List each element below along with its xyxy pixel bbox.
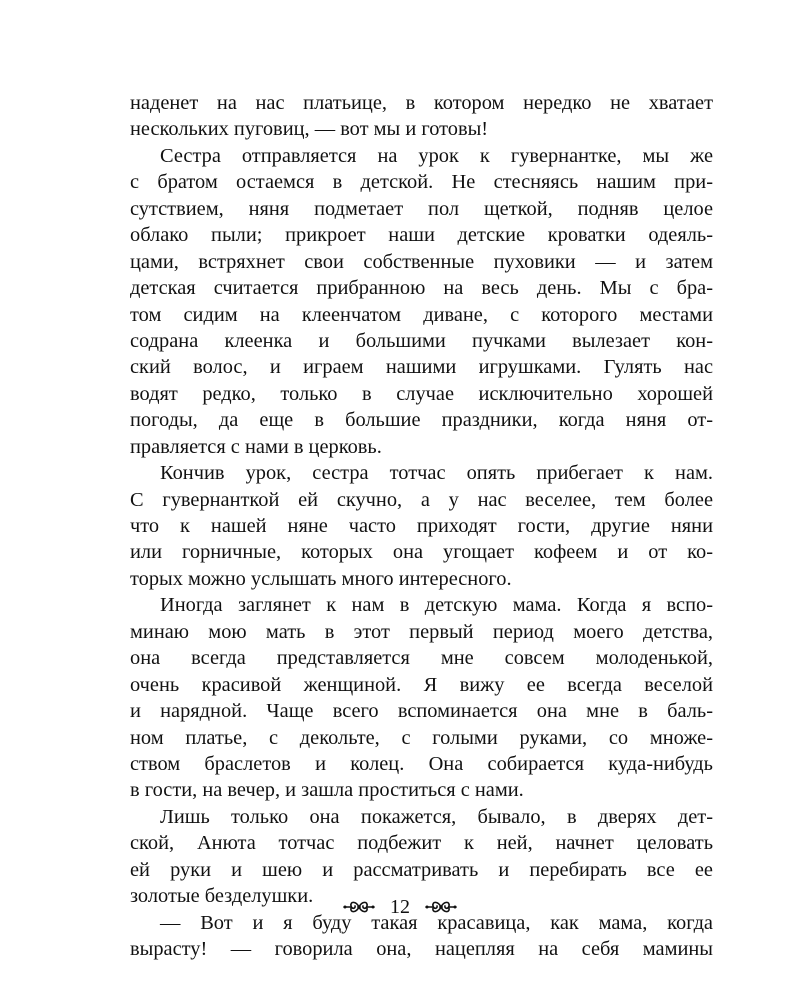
text-line: золотые безделушки. (130, 885, 314, 908)
text-line: водят редко, только в случае исключительно хорошей (130, 382, 713, 405)
text-line: нескольких пуговиц, — вот мы и готовы! (130, 118, 489, 141)
text-line: С гувернанткой ей скучно, а у нас веселее, тем более (130, 488, 713, 511)
text-line: очень красивой женщиной. Я вижу ее всегда веселой (130, 673, 713, 696)
text-line: Сестра отправляется на урок к гувернантке, мы же (160, 144, 713, 167)
text-line: или горничные, которых она угощает кофеем и от ко- (130, 541, 713, 564)
text-line: и нарядной. Чаще всего вспоминается она мне в баль- (130, 700, 713, 723)
text-line: с братом остаемся в детской. Не стесняясь нашим при- (130, 171, 713, 194)
text-line: ский волос, и играем нашими игрушками. Гулять нас (130, 356, 713, 379)
text-line: сутствием, няня подметает пол щеткой, подняв целое (130, 197, 713, 220)
text-line: она всегда представляется мне совсем молоденькой, (130, 647, 713, 670)
text-line: что к нашей няне часто приходят гости, другие няни (130, 515, 713, 537)
text-line: Иногда заглянет к нам в детскую мама. Когда я вспо- (160, 594, 713, 617)
text-line: в гости, на вечер, и зашла проститься с нами. (130, 779, 524, 802)
text-line: содрана клеенка и большими пучками вылезает кон- (130, 329, 713, 352)
text-line: облако пыли; прикроет наши детские кроватки одеяль- (130, 224, 713, 247)
text-line: торых можно услышать много интересного. (130, 567, 512, 590)
text-line: минаю мою мать в этот первый период моего детства, (130, 620, 713, 643)
text-line: Кончив урок, сестра тотчас опять прибегает к нам. (160, 462, 713, 485)
text-line: детская считается прибранною на весь день. Мы с бра- (130, 277, 713, 300)
text-line: ской, Анюта тотчас подбежит к ней, начнет целовать (130, 832, 713, 855)
text-line: Лишь только она покажется, бывало, в дверях дет- (160, 805, 713, 828)
text-line: правляется с нами в церковь. (130, 435, 382, 458)
text-line: ством браслетов и колец. Она собирается куда-нибудь (130, 752, 713, 775)
page-footer (0, 892, 800, 922)
text-line: наденет на нас платьице, в котором нередко не хватает (130, 92, 713, 114)
text-line: ей руки и шею и рассматривать и перебирать все ее (130, 858, 713, 881)
text-line: вырасту! — говорила она, нацепляя на себя мамины (130, 938, 713, 960)
text-line: — Вот и я буду такая красавица, как мама, когда (160, 911, 713, 934)
text-line: цами, встряхнет свои собственные пуховики — и затем (130, 250, 713, 273)
ornament-left-icon (342, 898, 376, 916)
text-line: погоды, да еще в большие праздники, когда няня от- (130, 409, 713, 432)
body-text (130, 90, 713, 962)
text-line: том сидим на клеенчатом диване, с которого местами (130, 303, 713, 326)
ornament-right-icon (424, 898, 458, 916)
text-line: ном платье, с декольте, с голыми руками, со множе- (130, 726, 713, 749)
page-number: 12 (390, 895, 410, 918)
